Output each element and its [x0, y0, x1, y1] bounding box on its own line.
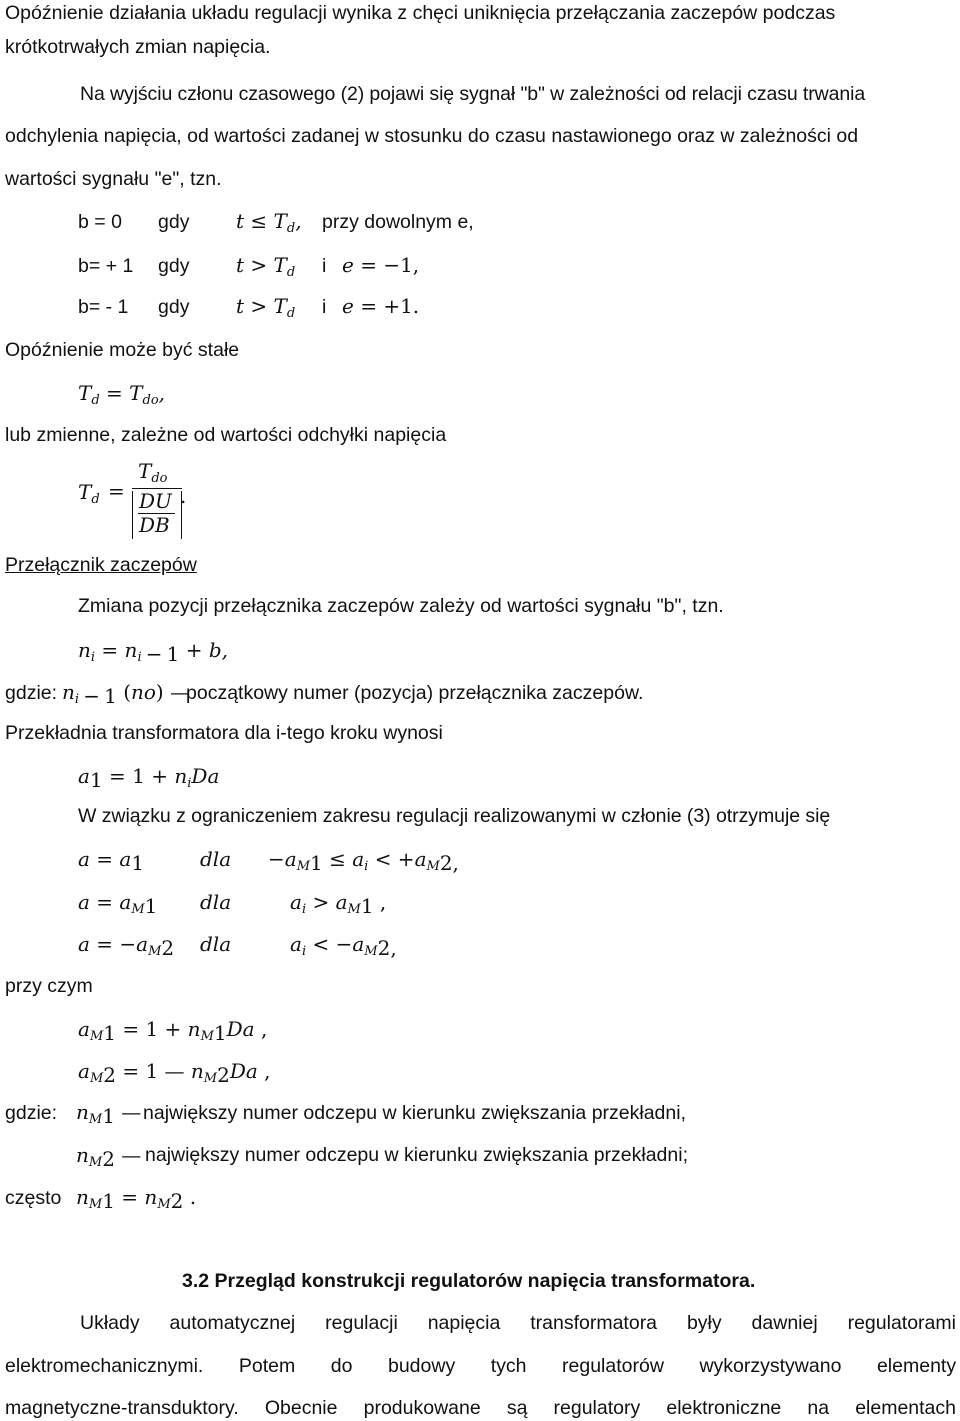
- case-gdy: gdy: [158, 211, 190, 233]
- paragraph-line: przy czym: [5, 975, 93, 997]
- paragraph-line: Na wyjściu członu czasowego (2) pojawi się sygnał "b" w zależności od relacji czasu trwania: [80, 83, 866, 105]
- section-subheading: Przełącznik zaczepów: [5, 554, 197, 576]
- formula-limit-condition: $-a_{M1} \le a_i < +a_{M2,}$: [268, 847, 459, 875]
- formula-tap-position: $n_i = n_{i - 1} + b$,: [78, 638, 229, 666]
- case-tail: przy dowolnym e,: [322, 211, 474, 233]
- case-label: b= + 1: [78, 255, 134, 277]
- case-label: b = 0: [78, 211, 122, 233]
- gdzie-label: gdzie:: [5, 1102, 58, 1124]
- formula-equal-max: $n_{M1} = n_{M2}$ .: [76, 1185, 197, 1213]
- case-label: b= - 1: [78, 296, 129, 318]
- formula-limit: $a = a_1$: [78, 847, 145, 875]
- gdzie-label: gdzie:: [5, 682, 58, 704]
- paragraph-line: W związku z ograniczeniem zakresu regulacji realizowanymi w członie (3) otrzymuje się: [78, 805, 831, 827]
- case-condition: e = +1.: [342, 294, 420, 318]
- formula-dla: dla: [200, 890, 232, 914]
- paragraph-line: Układy automatycznej regulacji napięcia transformatora były dawniej regulatorami: [80, 1312, 956, 1334]
- formula-nm1: $n_{M1}$ —: [76, 1100, 142, 1128]
- paragraph-line: Przekładnia transformatora dla i-tego kroku wynosi: [5, 722, 443, 744]
- paragraph-line: krótkotrwałych zmian napięcia.: [5, 36, 271, 58]
- definition-text: początkowy numer (pozycja) przełącznika zaczepów.: [186, 682, 644, 704]
- paragraph-line: Opóźnienie działania układu regulacji wynika z chęci uniknięcia przełączania zaczepów podczas: [5, 2, 836, 24]
- paragraph-line: odchylenia napięcia, od wartości zadanej w stosunku do czasu nastawionego oraz w zależności od: [5, 125, 859, 147]
- formula-min-ratio: $a_{M2} = 1$ — $n_{M2}Da$ ,: [78, 1059, 271, 1087]
- definition-text: największy numer odczepu w kierunku zwiększania przekładni;: [145, 1144, 689, 1166]
- formula-limit-condition: $a_i > a_{M1}$ ,: [290, 890, 387, 918]
- case-i: i: [322, 296, 327, 318]
- formula-limit-condition: $a_i < -a_{M2,}$: [290, 932, 397, 960]
- formula-limit: $a = -a_{M2}$: [78, 932, 175, 960]
- paragraph-line: Zmiana pozycji przełącznika zaczepów zależy od wartości sygnału "b", tzn.: [78, 595, 724, 617]
- formula-limit: $a = a_{M1}$: [78, 890, 158, 918]
- case-formula: $t > T_d$: [236, 294, 296, 321]
- case-gdy: gdy: [158, 255, 190, 277]
- paragraph-line: wartości sygnału "e", tzn.: [5, 168, 222, 190]
- definition-text: największy numer odczepu w kierunku zwiększania przekładni,: [143, 1102, 687, 1124]
- formula-initial-tap: $n_{i - 1}$ (no) —: [62, 680, 191, 708]
- case-formula: $t > T_d$: [236, 253, 296, 280]
- case-formula: $t \le T_d$,: [236, 209, 302, 236]
- formula-max-ratio: $a_{M1} = 1 + n_{M1}Da$ ,: [78, 1017, 268, 1045]
- case-condition: e = −1,: [342, 253, 420, 277]
- formula-dla: dla: [200, 932, 232, 956]
- section-heading: 3.2 Przegląd konstrukcji regulatorów napięcia transformatora.: [182, 1270, 756, 1292]
- formula-ratio: $a_1 = 1 + n_iDa$: [78, 764, 220, 792]
- paragraph-line: magnetyczne-transduktory. Obecnie produkowane są regulatory elektroniczne na elementach: [5, 1397, 957, 1419]
- formula-dla: dla: [200, 847, 232, 871]
- case-i: i: [322, 255, 327, 277]
- formula-constant-delay: $T_d = T_{do}$,: [78, 381, 166, 408]
- paragraph-line: Opóźnienie może być stałe: [5, 339, 240, 361]
- formula-nm2: $n_{M2}$ —: [76, 1143, 142, 1171]
- paragraph-line: elektromechanicznymi. Potem do budowy tych regulatorów wykorzystywano elementy: [5, 1355, 957, 1377]
- paragraph-line: lub zmienne, zależne od wartości odchyłki napięcia: [5, 424, 447, 446]
- czesto-label: często: [5, 1187, 62, 1209]
- case-gdy: gdy: [158, 296, 190, 318]
